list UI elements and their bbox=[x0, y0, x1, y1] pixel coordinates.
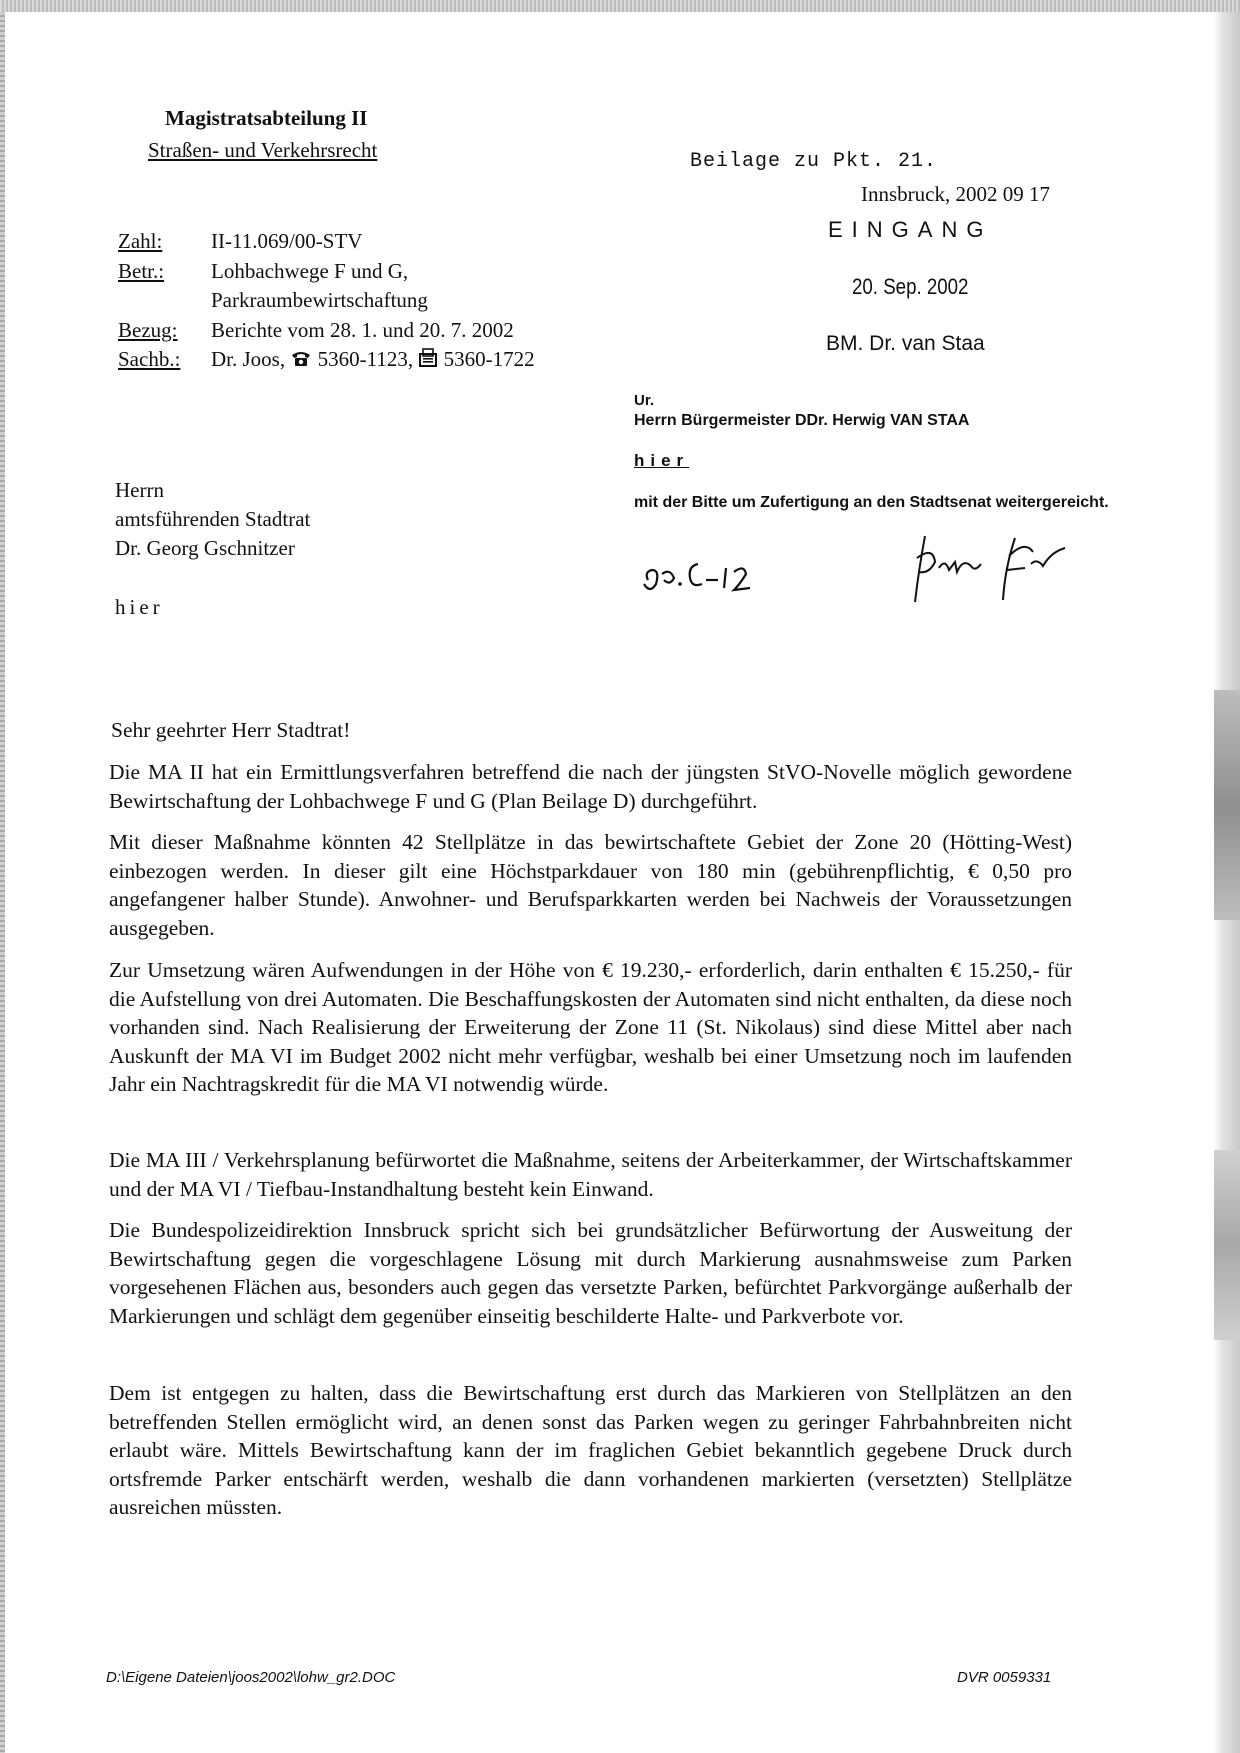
forward-stamp-hier: hier bbox=[634, 451, 690, 470]
department-subtitle: Straßen- und Verkehrsrecht bbox=[148, 138, 378, 162]
recipient-address bbox=[115, 476, 310, 563]
receipt-stamp-title: EINGANG bbox=[828, 217, 993, 242]
forward-stamp-ur: Ur. bbox=[634, 392, 655, 409]
betreff-value-line1: Lohbachwege F und G, bbox=[211, 259, 409, 283]
footer-file-path: D:\Eigene Dateien\joos2002\lohw_gr2.DOC bbox=[106, 1669, 396, 1686]
betreff-value-line2: Parkraumbewirtschaftung bbox=[211, 288, 428, 312]
forward-stamp-request: mit der Bitte um Zufertigung an den Stadtsenat weitergereicht. bbox=[634, 494, 1109, 511]
receipt-stamp-office: BM. Dr. van Staa bbox=[826, 332, 985, 355]
body-paragraph-4: Die MA III / Verkehrsplanung befürwortet die Maßnahme, seitens der Arbeiterkammer, der Wirtschaftskammer und der MA VI / Tiefbau-Instandhaltung besteht kein Einwand. bbox=[109, 1148, 1072, 1201]
body-paragraph-3: Zur Umsetzung wären Aufwendungen in der Höhe von € 19.230,- erforderlich, darin enthalten € 15.250,- für die Aufstellung von drei Automaten. Die Beschaffungskosten der Automaten sind nicht enthalten, da diese noch vorhanden sind. Nach Realisierung der Erweiterung der Zone 11 (St. Nikolaus) sind diese Mittel aber nach Auskunft der MA VI im Budget 2002 nicht mehr verfügbar, weshalb bei einer Umsetzung noch im laufenden Jahr ein Nachtragskredit für die MA VI notwendig würde. bbox=[109, 958, 1072, 1096]
bezug-value: Berichte vom 28. 1. und 20. 7. 2002 bbox=[211, 318, 514, 342]
body-paragraph-5: Die Bundespolizeidirektion Innsbruck spricht sich bei grundsätzlicher Befürwortung der Ausweitung der Bewirtschaftung gegen die vorgeschlagene Lösung mit durch Markierung ausnahmsweise zum Parken vorgesehenen Flächen aus, besonders auch gegen das versetzte Parken, befürchtet Parkvorgänge außerhalb der Markierungen und schlägt dem gegenüber einseitig beschilderte Halte- und Parkverbote vor. bbox=[109, 1218, 1072, 1328]
zahl-label: Zahl: bbox=[118, 229, 163, 253]
sachbearbeiter-label: Sachb.: bbox=[118, 347, 181, 371]
fax-icon bbox=[418, 348, 438, 374]
telephone-icon bbox=[290, 349, 312, 374]
betreff-label: Betr.: bbox=[118, 259, 165, 283]
footer-dvr-number: DVR 0059331 bbox=[957, 1669, 1052, 1686]
body-paragraph-6: Dem ist entgegen zu halten, dass die Bewirtschaftung erst durch das Markieren von Stellplätzen an den betreffenden Stellen ermöglicht wird, an denen sonst das Parken wegen zu geringer Fahrbahnbreiten nicht erlaubt wäre. Mittels Bewirtschaftung kann der im fraglichen Gebiet bekanntlich gegebene Druck durch ortsfremde Parker entschärft werden, weshalb die dann vorhandenen markierten (versetzten) Stellplätze ausreichen müssten. bbox=[109, 1381, 1072, 1519]
place-date: Innsbruck, 2002 09 17 bbox=[861, 182, 1050, 206]
salutation: Sehr geehrter Herr Stadtrat! bbox=[111, 718, 351, 742]
scan-edge-shadow bbox=[1214, 690, 1240, 920]
receipt-stamp-date: 20. Sep. 2002 bbox=[852, 274, 969, 299]
handwritten-signature bbox=[905, 528, 1075, 608]
telephone-number: 5360-1123, bbox=[317, 347, 414, 371]
fax-number: 5360-1722 bbox=[443, 347, 535, 371]
body-paragraph-1: Die MA II hat ein Ermittlungsverfahren betreffend die nach der jüngsten StVO-Novelle möglich gewordene Bewirtschaftung der Lohbachwege F und G (Plan Beilage D) durchgeführt. bbox=[109, 760, 1072, 813]
attachment-reference: Beilage zu Pkt. 21. bbox=[690, 150, 938, 173]
handwritten-date-note bbox=[640, 550, 780, 600]
sachbearbeiter-name: Dr. Joos, bbox=[211, 347, 286, 371]
body-paragraph-2: Mit dieser Maßnahme könnten 42 Stellplätze in das bewirtschaftete Gebiet der Zone 20 (Hötting-West) einbezogen werden. In dieser gilt eine Höchstparkdauer von 180 min (gebührenpflichtig, € 0,50 pro angefangener halber Stunde). Anwohner- und Berufsparkkarten werden bei Nachweis der Voraussetzungen ausgegeben. bbox=[109, 830, 1072, 940]
recipient-hier: hier bbox=[115, 595, 164, 619]
scan-edge-left bbox=[0, 12, 5, 1753]
department-title: Magistratsabteilung II bbox=[165, 106, 368, 130]
recipient-line: Herrn bbox=[115, 478, 164, 502]
scan-edge-top bbox=[0, 0, 1240, 12]
zahl-value: II-11.069/00-STV bbox=[211, 229, 363, 253]
forward-stamp-address: Herrn Bürgermeister DDr. Herwig VAN STAA bbox=[634, 412, 970, 429]
recipient-line: amtsführenden Stadtrat bbox=[115, 507, 311, 531]
sachbearbeiter-value bbox=[211, 347, 535, 374]
bezug-label: Bezug: bbox=[118, 318, 178, 342]
scan-edge-shadow bbox=[1214, 1150, 1240, 1340]
recipient-line: Dr. Georg Gschnitzer bbox=[115, 536, 295, 560]
